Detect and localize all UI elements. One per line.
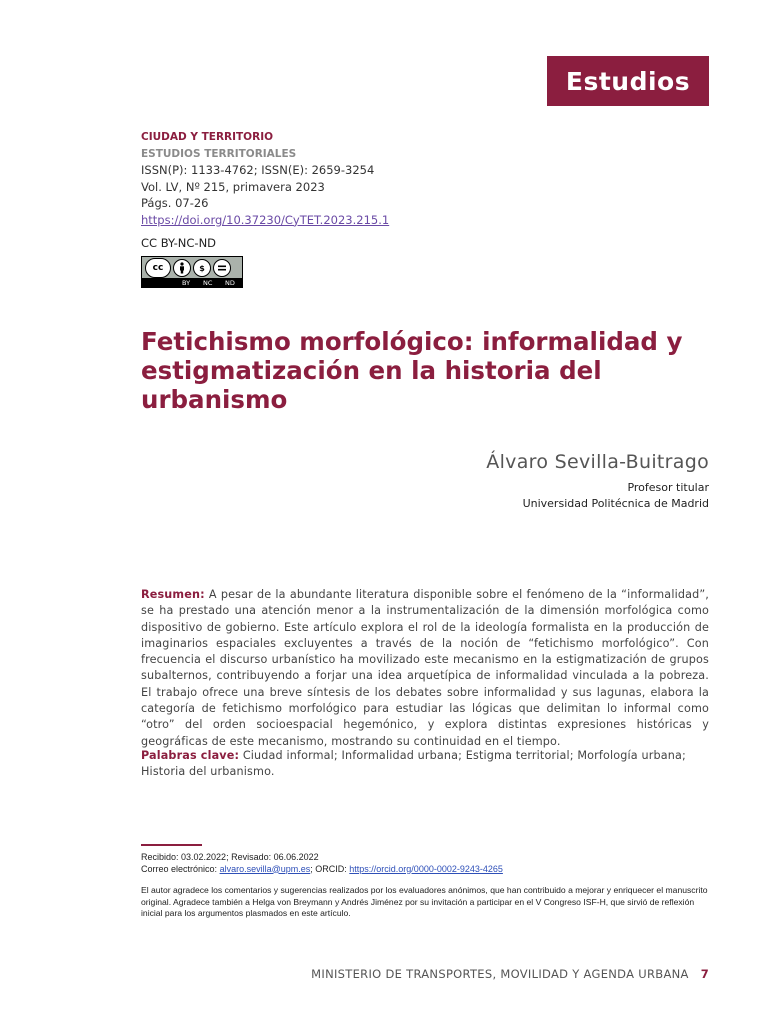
author-name: Álvaro Sevilla-Buitrago bbox=[486, 451, 709, 473]
abstract-label: Resumen: bbox=[141, 588, 205, 601]
abstract bbox=[141, 587, 709, 750]
badge-label-nd: ND bbox=[225, 278, 235, 287]
author-position: Profesor titular bbox=[627, 481, 709, 494]
cc-license-badge bbox=[141, 256, 243, 288]
volume: Vol. LV, Nº 215, primavera 2023 bbox=[141, 179, 325, 194]
ministry-name: MINISTERIO DE TRANSPORTES, MOVILIDAD Y AGENDA URBANA bbox=[311, 967, 689, 981]
pages: Págs. 07-26 bbox=[141, 196, 209, 210]
cc-logo-icon: cc bbox=[145, 258, 171, 278]
received-dates: Recibido: 03.02.2022; Revisado: 06.06.2022 bbox=[141, 852, 319, 862]
license-text: CC BY-NC-ND bbox=[141, 236, 217, 250]
keywords bbox=[141, 748, 709, 781]
journal-subtitle: ESTUDIOS TERRITORIALES bbox=[141, 147, 297, 160]
notes-divider bbox=[141, 844, 202, 846]
badge-label-nc: NC bbox=[203, 278, 213, 287]
acknowledgement: El autor agradece los comentarios y sugerencias realizados por los evaluadores anónimos, que han contribuido a mejorar y enriquecer el manuscrito original. Agradece también a Helga von Breymann y Andrés Jiménez por su invitación a participar en el V Congreso ISF-H, que sirvió de reflexión inicial para los argumentos plasmados en este artículo. bbox=[141, 885, 708, 918]
doi-link[interactable]: https://doi.org/10.37230/CyTET.2023.215.1 bbox=[141, 212, 390, 227]
contact-line bbox=[141, 864, 711, 876]
page-number: 7 bbox=[700, 967, 709, 981]
section-label: Estudios bbox=[547, 56, 709, 106]
orcid-link[interactable]: https://orcid.org/0000-0002-9243-4265 bbox=[349, 863, 503, 874]
badge-label-by: BY bbox=[182, 278, 191, 287]
footnotes bbox=[141, 852, 711, 875]
author-affiliation bbox=[523, 480, 709, 511]
cc-badge-labels bbox=[142, 278, 242, 287]
issn: ISSN(P): 1133-4762; ISSN(E): 2659-3254 bbox=[141, 163, 375, 177]
keywords-text: Ciudad informal; Informalidad urbana; Estigma territorial; Morfología urbana; Historia del urbanismo. bbox=[141, 749, 686, 779]
journal-info bbox=[141, 129, 389, 228]
attribution-icon bbox=[173, 259, 191, 277]
noncommercial-icon: $ bbox=[193, 259, 211, 277]
noderivatives-icon bbox=[213, 259, 231, 277]
orcid-label: ; ORCID: bbox=[310, 863, 347, 874]
email-link[interactable]: alvaro.sevilla@upm.es bbox=[219, 863, 311, 874]
email-label: Correo electrónico: bbox=[141, 863, 218, 874]
page-footer bbox=[311, 967, 709, 981]
abstract-text: A pesar de la abundante literatura disponible sobre el fenómeno de la “informalidad”, se ha prestado una atención menor a la instrumentalización de la dimensión morfológica como dispositivo de gobierno. Este artículo explora el rol de la ideología formalista en la producción de imaginarios espaciales excluyentes a través de la noción de “fetichismo morfológico”. Con frecuencia el discurso urbanístico ha movilizado este mecanismo en la estigmatización de grupos subalternos, contribuyendo a forjar una idea arquetípica de informalidad vinculada a la pobreza. El trabajo ofrece una breve síntesis de los debates sobre informalidad y sus lagunas, elabora la categoría de fetichismo morfológico para estudiar las lógicas que delimitan lo informal como “otro” del orden socioespacial hegemónico, y explora distintas expresiones históricas y geográficas de este mecanismo, mostrando su continuidad en el tiempo. bbox=[141, 588, 709, 748]
journal-name: CIUDAD Y TERRITORIO bbox=[141, 131, 274, 143]
keywords-label: Palabras clave: bbox=[141, 749, 240, 762]
author-institution: Universidad Politécnica de Madrid bbox=[522, 496, 709, 510]
article-title: Fetichismo morfológico: informalidad y estigmatización en la historia del urbanismo bbox=[141, 327, 683, 414]
